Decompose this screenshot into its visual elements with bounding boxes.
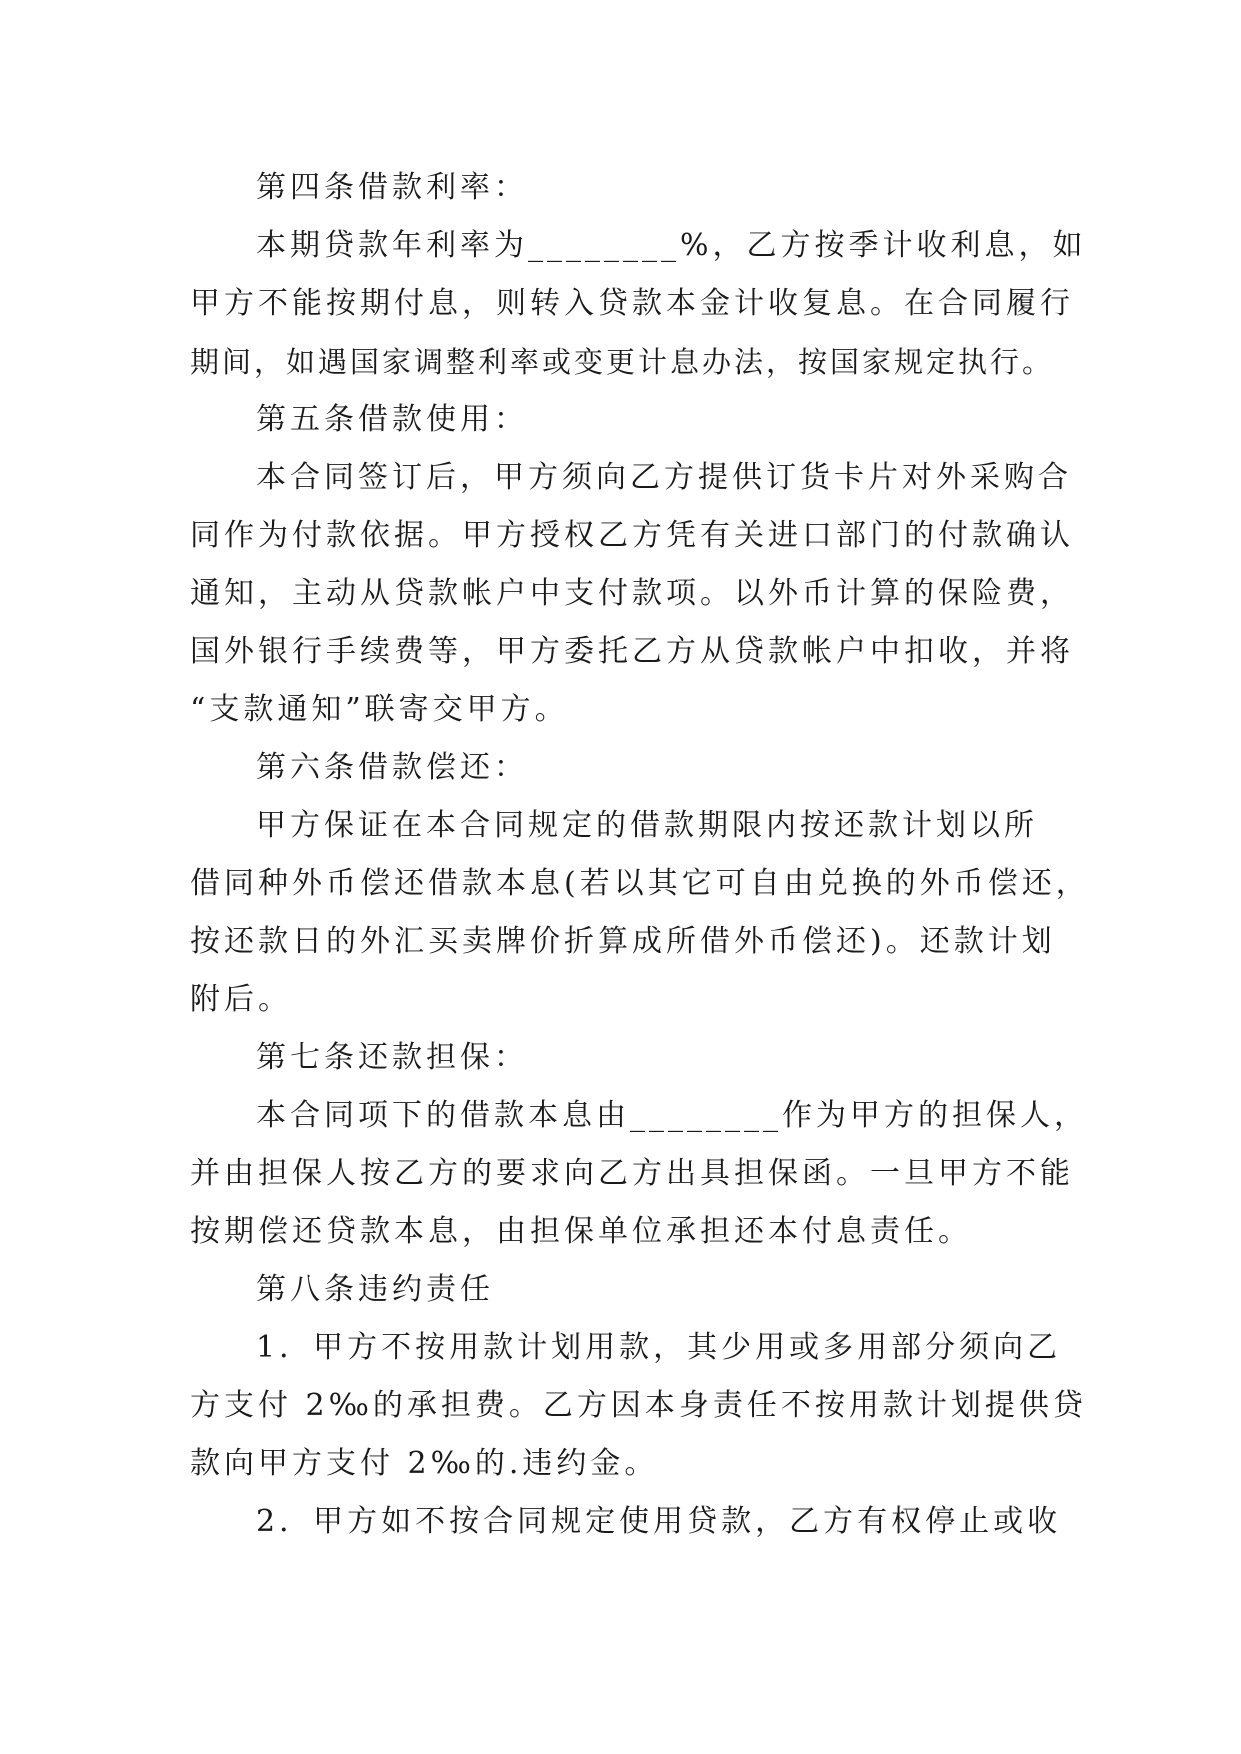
paragraph-line: 甲方保证在本合同规定的借款期限内按还款计划以所 (256, 808, 1038, 843)
paragraph-line: 本合同签订后，甲方须向乙方提供订货卡片对外采购合 (256, 460, 1072, 495)
heading-article-8: 第八条违约责任 (256, 1272, 494, 1307)
paragraph-line: 通知，主动从贷款帐户中支付款项。以外币计算的保险费， (190, 576, 1074, 611)
paragraph-line: 并由担保人按乙方的要求向乙方出具担保函。一旦甲方不能 (190, 1156, 1074, 1191)
paragraph-line: 方支付 2‰的承担费。乙方因本身责任不按用款计划提供贷 (190, 1388, 1087, 1423)
paragraph-line: “支款通知”联寄交甲方。 (190, 692, 569, 727)
paragraph-line: 按还款日的外汇买卖牌价折算成所借外币偿还)。还款计划 (190, 924, 1056, 959)
heading-article-7: 第七条还款担保： (256, 1040, 528, 1075)
paragraph-line: 款向甲方支付 2‰的.违约金。 (190, 1446, 659, 1481)
paragraph-line: 借同种外币偿还借款本息(若以其它可自由兑换的外币偿还， (190, 866, 1090, 901)
heading-article-4: 第四条借款利率： (256, 170, 528, 205)
paragraph-line: 甲方不能按期付息，则转入贷款本金计收复息。在合同履行 (190, 286, 1074, 321)
paragraph-line: 1．甲方不按用款计划用款，其少用或多用部分须向乙 (256, 1330, 1062, 1365)
paragraph-line: 按期偿还贷款本息，由担保单位承担还本付息责任。 (190, 1214, 972, 1249)
paragraph-line: 国外银行手续费等，甲方委托乙方从贷款帐户中扣收，并将 (190, 634, 1074, 669)
paragraph-line: 附后。 (190, 982, 292, 1017)
paragraph-line: 同作为付款依据。甲方授权乙方凭有关进口部门的付款确认 (190, 518, 1074, 553)
heading-article-5: 第五条借款使用： (256, 402, 528, 437)
heading-article-6: 第六条借款偿还： (256, 750, 528, 785)
paragraph-line: 期间，如遇国家调整利率或变更计息办法，按国家规定执行。 (190, 345, 1055, 379)
paragraph-line: 本期贷款年利率为________%，乙方按季计收利息，如 (256, 228, 1087, 263)
paragraph-line: 本合同项下的借款本息由________作为甲方的担保人， (256, 1098, 1088, 1133)
paragraph-line: 2．甲方如不按合同规定使用贷款，乙方有权停止或收 (256, 1504, 1062, 1539)
